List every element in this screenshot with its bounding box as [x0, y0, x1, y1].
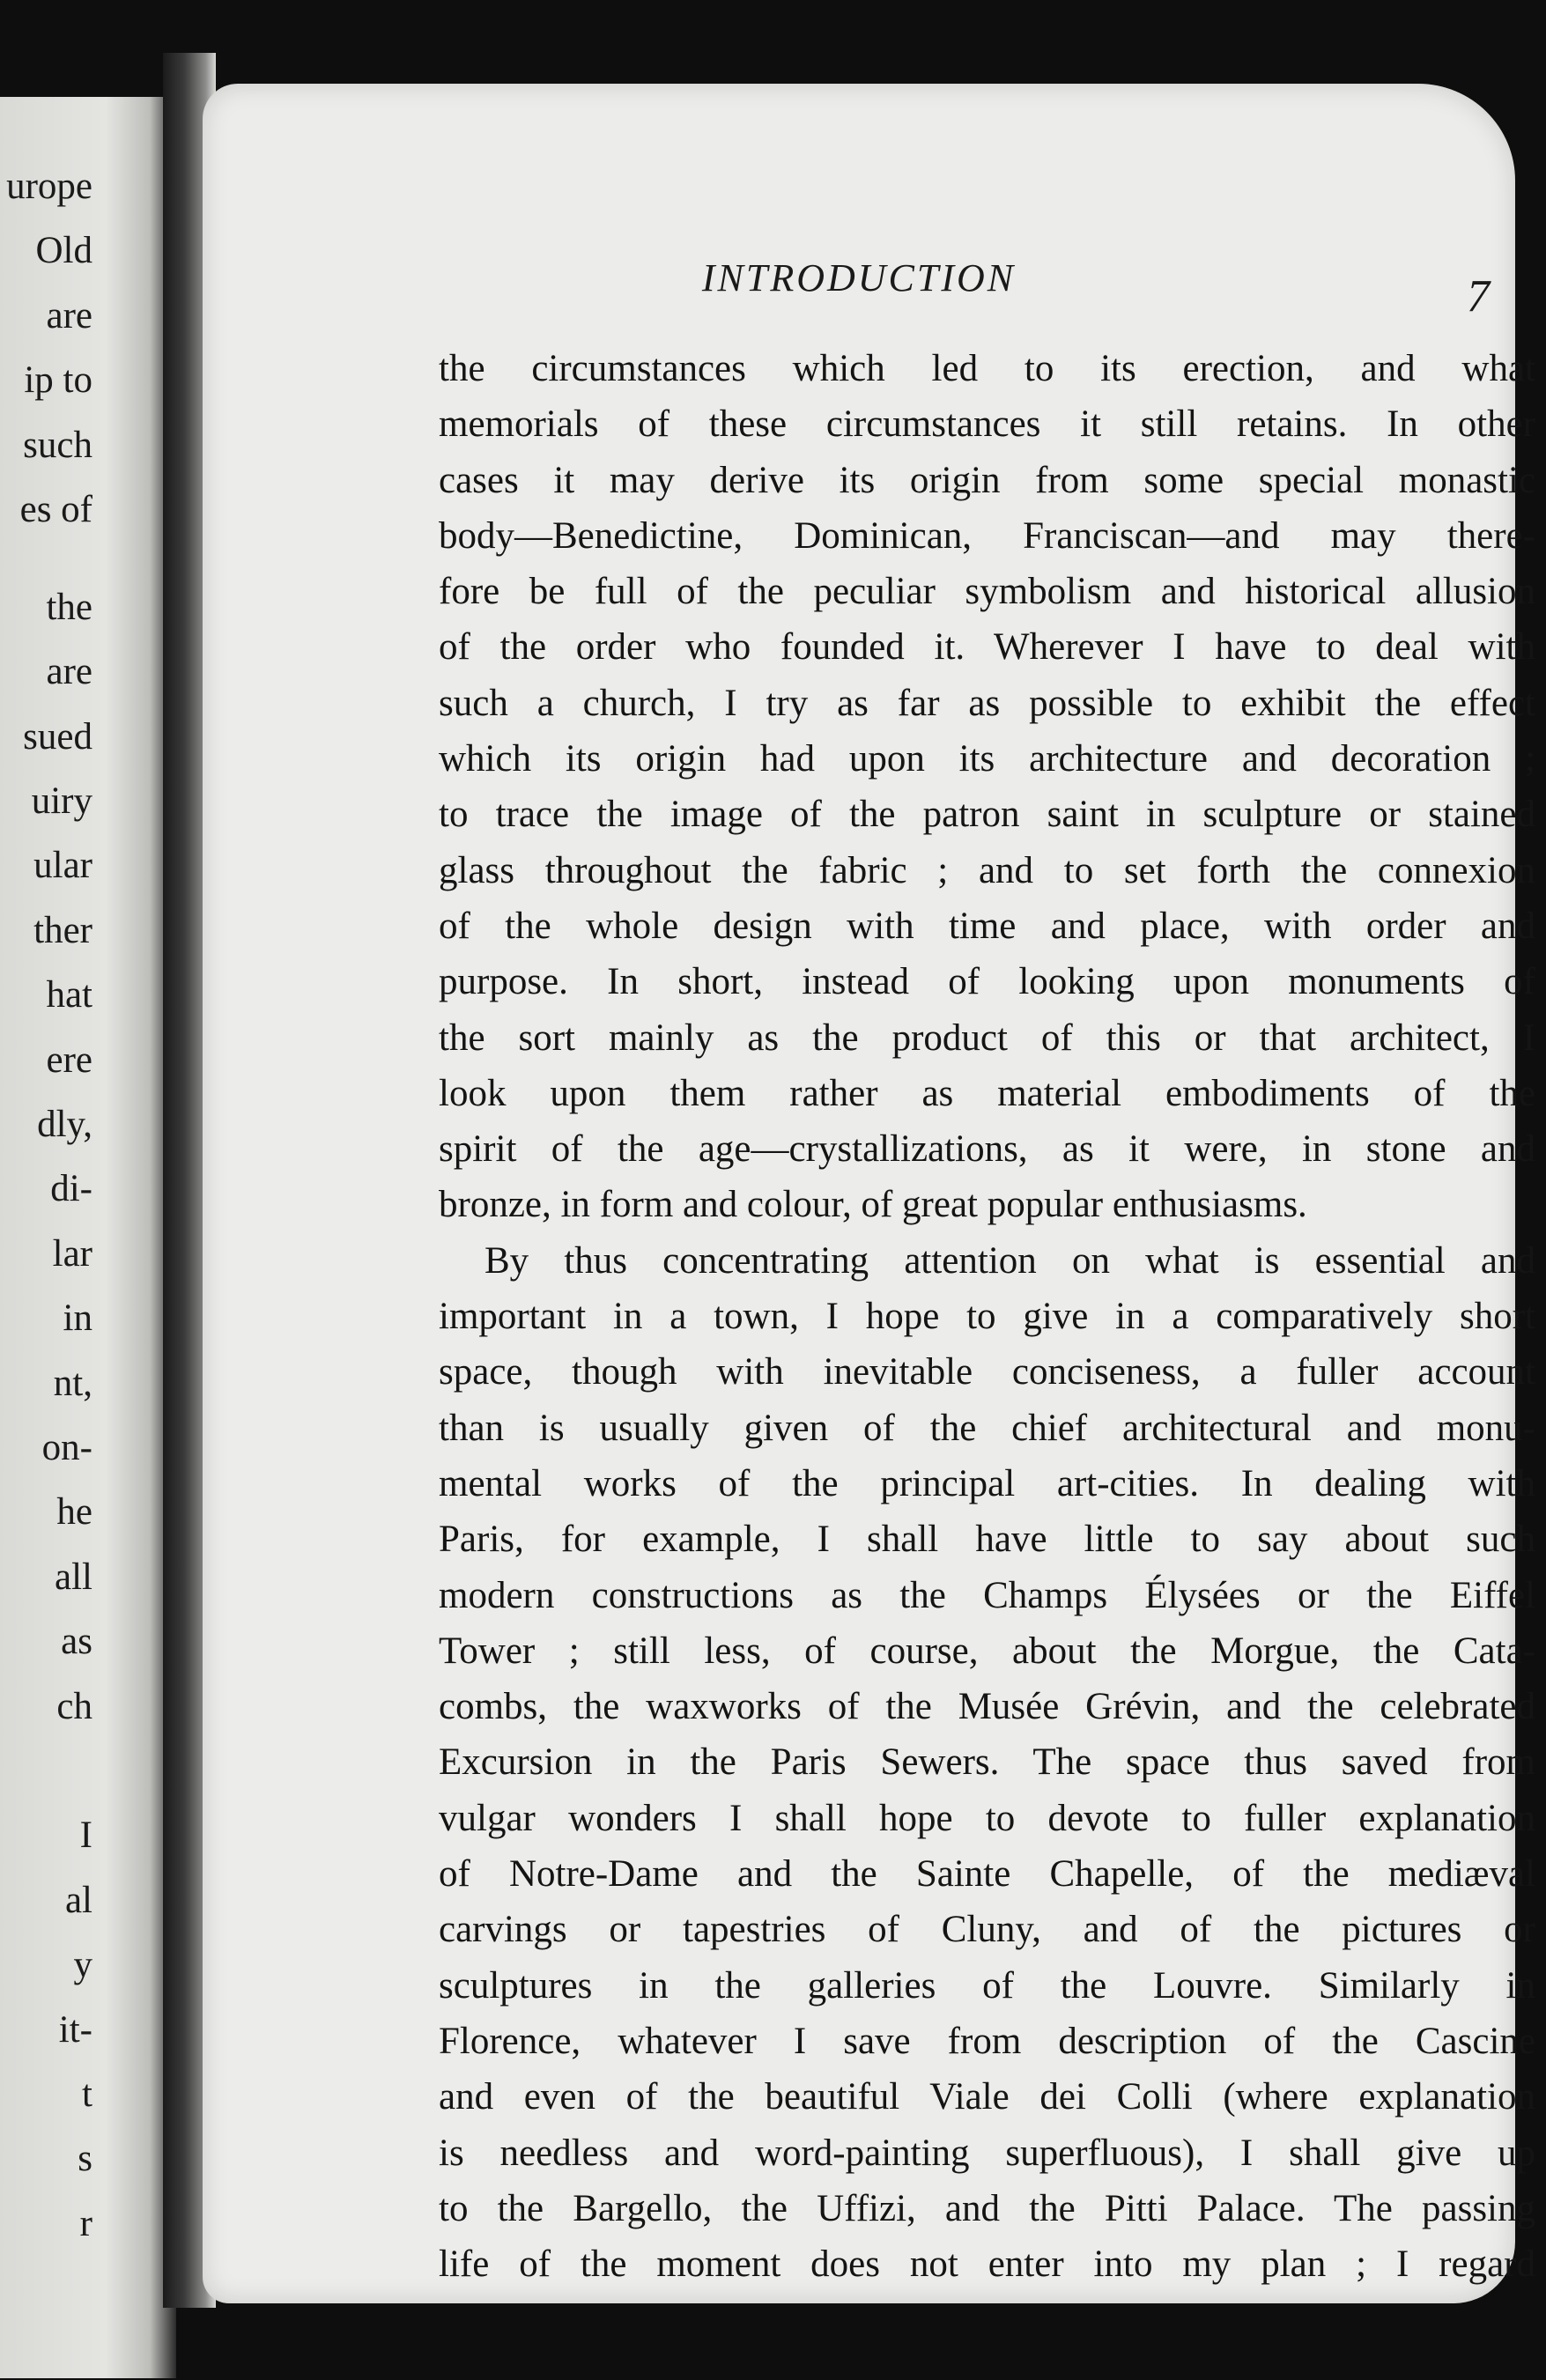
facing-page-fragment: al	[64, 1879, 92, 1921]
facing-page-fragment: such	[23, 424, 92, 466]
facing-page-fragment: all	[55, 1556, 92, 1598]
text-line: of the whole design with time and place, with order and	[439, 905, 1535, 947]
facing-page-fragment: y	[73, 1944, 92, 1986]
page-number: 7	[1467, 271, 1490, 322]
facing-page-fragment: r	[79, 2202, 92, 2244]
text-line: modern constructions as the Champs Élysées or the Eiffel	[439, 1574, 1535, 1616]
paragraph	[439, 341, 1535, 1233]
text-line: bronze, in form and colour, of great popular enthusiasms.	[439, 1184, 1307, 1226]
text-line: cases it may derive its origin from some special monastic	[439, 459, 1535, 501]
text-line: space, though with inevitable conciseness, a fuller account	[439, 1351, 1535, 1393]
text-line: the sort mainly as the product of this or that architect, I	[439, 1016, 1535, 1059]
facing-page-fragment: ip to	[24, 359, 92, 402]
facing-page-fragment: it-	[58, 2008, 92, 2051]
text-line: of the order who founded it. Wherever I have to deal with	[439, 626, 1535, 669]
text-line: look upon them rather as material embodiments of the	[439, 1072, 1535, 1114]
body-text	[439, 341, 1535, 2292]
facing-page-fragment: ere	[46, 1038, 92, 1081]
facing-page-fragment: hat	[46, 974, 92, 1016]
text-line: sculptures in the galleries of the Louvre. Similarly in	[439, 1964, 1535, 2007]
text-line: the circumstances which led to its erection, and what	[439, 348, 1535, 389]
paragraph	[439, 1233, 1535, 2293]
facing-page-fragment: nt,	[53, 1362, 92, 1404]
text-line: Tower ; still less, of course, about the Morgue, the Cata-	[439, 1630, 1535, 1672]
facing-page-fragment: di-	[50, 1168, 92, 1210]
facing-page-fragment: are	[46, 294, 92, 336]
text-line: memorials of these circumstances it still retains. In other	[439, 403, 1535, 446]
text-line: Florence, whatever I save from description of the Cascine	[439, 2020, 1535, 2062]
text-line: which its origin had upon its architecture and decoration ;	[439, 738, 1535, 780]
text-line: body—Benedictine, Dominican, Franciscan—and may there-	[439, 514, 1535, 557]
text-line: such a church, I try as far as possible to exhibit the effect	[439, 682, 1535, 724]
facing-page-fragment: s	[78, 2138, 92, 2180]
text-line: combs, the waxworks of the Musée Grévin, and the celebrated	[439, 1686, 1535, 1728]
text-line: of Notre-Dame and the Sainte Chapelle, of the mediæval	[439, 1853, 1535, 1896]
facing-page-fragment: urope	[6, 166, 92, 207]
text-line: spirit of the age—crystallizations, as it were, in stone and	[439, 1128, 1535, 1171]
facing-page-fragment: t	[82, 2073, 92, 2115]
text-line: and even of the beautiful Viale dei Colli (where explanation	[439, 2076, 1535, 2118]
facing-page-fragment: he	[56, 1491, 92, 1534]
text-line: Paris, for example, I shall have little to say about such	[439, 1519, 1535, 1561]
text-line: purpose. In short, instead of looking upon monuments of	[439, 961, 1535, 1003]
facing-page-fragment: sued	[23, 715, 92, 758]
text-line: important in a town, I hope to give in a comparatively short	[439, 1296, 1535, 1338]
text-line: mental works of the principal art-cities. In dealing with	[439, 1462, 1535, 1504]
text-line: is needless and word-painting superfluous), I shall give up	[439, 2132, 1535, 2174]
facing-page-fragment: dly,	[37, 1104, 92, 1145]
facing-page-fragment: in	[63, 1297, 92, 1340]
facing-page-fragment: es of	[19, 489, 92, 530]
facing-page-fragment: I	[79, 1815, 92, 1857]
text-line: carvings or tapestries of Cluny, and of the pictures or	[439, 1909, 1535, 1951]
facing-page-fragment: lar	[52, 1232, 92, 1275]
facing-page-fragment: Old	[35, 230, 92, 272]
text-line: Excursion in the Paris Sewers. The space thus saved from	[439, 1741, 1535, 1784]
text-line: glass throughout the fabric ; and to set forth the connexion	[439, 849, 1535, 891]
text-line: vulgar wonders I shall hope to devote to fuller explanation	[439, 1797, 1535, 1839]
facing-page-fragment: ular	[33, 845, 92, 887]
facing-page-fragment: ch	[56, 1685, 92, 1727]
running-head: INTRODUCTION	[701, 256, 1017, 299]
text-line: life of the moment does not enter into my plan ; I regard	[439, 2243, 1535, 2286]
facing-page-fragment: the	[46, 586, 92, 628]
text-line: fore be full of the peculiar symbolism and historical allusion	[439, 571, 1535, 613]
facing-page-fragment: on-	[41, 1427, 92, 1468]
text-line: than is usually given of the chief architectural and monu-	[439, 1407, 1535, 1449]
text-line: to the Bargello, the Uffizi, and the Pitti Palace. The passing	[439, 2187, 1535, 2229]
facing-page-fragment: uiry	[31, 780, 92, 822]
facing-page-fragment: as	[61, 1621, 92, 1663]
book-page	[203, 84, 1535, 2303]
facing-page-fragment: ther	[33, 909, 92, 951]
facing-page-edge	[0, 97, 176, 2378]
text-line: By thus concentrating attention on what is essential and	[485, 1239, 1535, 1282]
text-line: to trace the image of the patron saint in sculpture or stained	[439, 794, 1535, 836]
facing-page-fragment: are	[46, 651, 92, 693]
